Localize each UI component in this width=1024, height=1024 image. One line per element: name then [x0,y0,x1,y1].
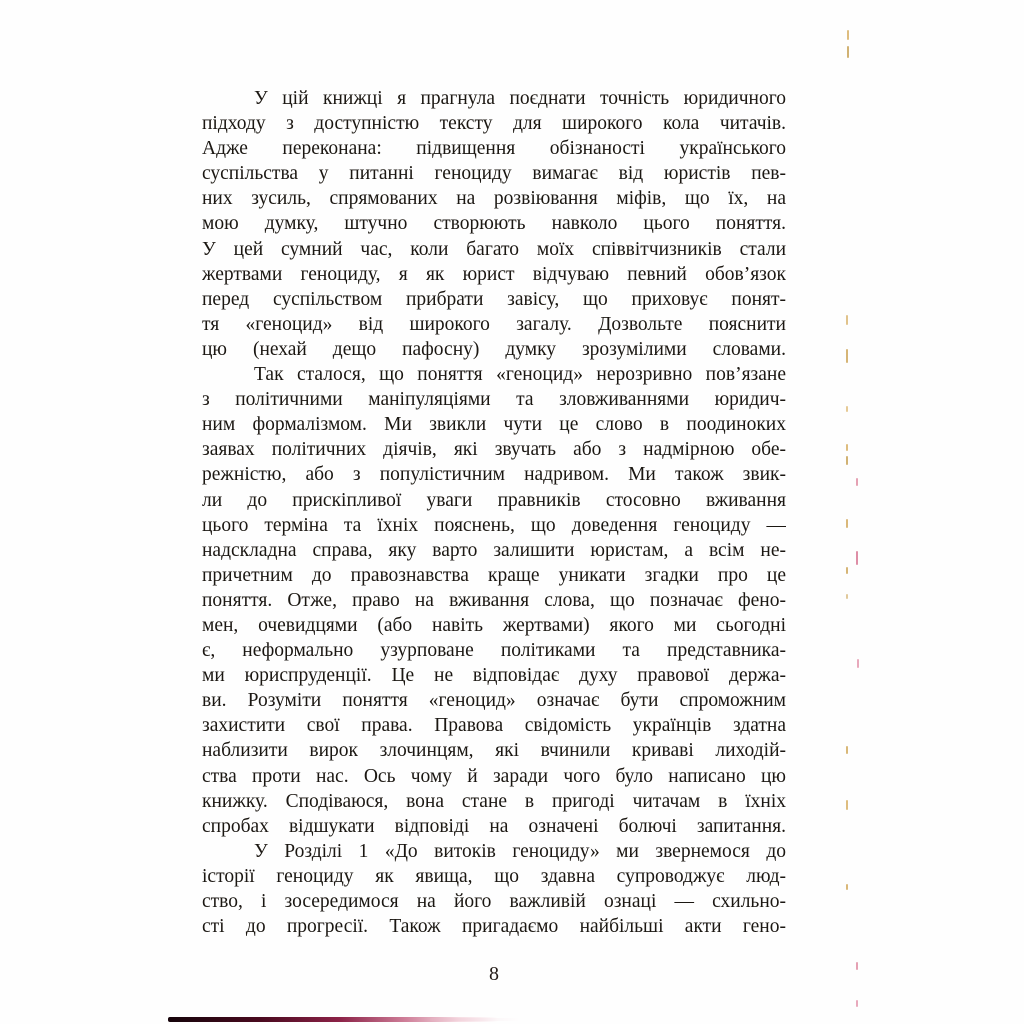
edge-mark [856,962,858,970]
edge-mark [846,884,848,890]
text-line: мен, очевидцями (або навіть жертвами) якого ми сьогодні [202,614,786,636]
edge-mark [846,800,848,810]
edge-mark [847,46,849,58]
bottom-cover-edge-bar-tail [430,1018,520,1021]
text-line: суспільства у питанні геноциду вимагає від юристів пев- [202,163,786,185]
text-line: жертвами геноциду, я як юрист відчуваю певний обов’язок [202,263,786,285]
text-line: Так сталося, що поняття «геноцид» нерозривно пов’язане [254,364,786,386]
edge-mark [846,519,848,528]
text-line: книжку. Сподіваюся, вона стане в пригоді читачам в їхніх [202,790,786,812]
edge-mark [846,444,848,451]
text-line: з політичними маніпуляціями та зловживаннями юридич- [202,389,786,411]
text-line: надскладна справа, яку варто залишити юристам, а всім не- [202,539,786,561]
paragraph [202,839,786,939]
edge-mark [846,349,848,363]
body-text-block [202,86,786,939]
text-line: ми юриспруденції. Це не відповідає духу правової держа- [202,665,786,687]
text-line: Адже переконана: підвищення обізнаності українського [202,138,786,160]
text-line: сті до прогресії. Також пригадаємо найбільші акти гено- [202,916,786,938]
edge-mark [846,456,848,465]
text-line: поняття. Отже, право на вживання слова, що позначає фено- [202,589,786,611]
text-line: У цій книжці я прагнула поєднати точність юридичного [254,88,786,109]
paragraph [202,86,786,362]
edge-mark [846,315,848,325]
text-line: режністю, або з популістичним надривом. Ми також звик- [202,464,786,486]
edge-mark [857,659,859,668]
text-line: цього терміна та їхніх пояснень, що доведення геноциду — [202,514,786,536]
text-line: підходу з доступністю тексту для широкого кола читачів. [202,113,786,135]
text-line: тя «геноцид» від широкого загалу. Дозвольте пояснити [202,313,786,335]
text-line: мою думку, штучно створюють навколо цього поняття. [202,213,786,235]
text-line: історії геноциду як явища, що здавна супроводжує люд- [202,865,786,887]
text-line: захистити свої права. Правова свідомість українців здатна [202,715,786,737]
edge-mark [856,551,858,565]
text-line: наблизити вирок злочинцям, які вчинили криваві лиходій- [202,740,786,762]
text-line: У Розділі 1 «До витоків геноциду» ми звернемося до [254,840,786,862]
text-line: ство, і зосередимося на його важливій ознаці — схильно- [202,891,786,912]
text-line: є, неформально узурповане політиками та представника- [202,640,786,662]
text-line: спробах відшукати відповіді на означені болючі запитання. [202,815,786,837]
edge-mark [856,478,858,486]
edge-mark [856,1000,858,1007]
text-line: них зусиль, спрямованих на розвіювання міфів, що їх, на [202,188,786,210]
text-line: перед суспільством прибрати завісу, що приховує понят- [202,288,786,310]
edge-mark [846,746,848,754]
edge-mark [846,594,848,599]
edge-mark [846,406,848,412]
text-line: причетним до правознавства краще уникати згадки про це [202,564,786,586]
paragraph [202,362,786,839]
text-line: ви. Розуміти поняття «геноцид» означає бути спроможним [202,690,786,712]
page-number: 8 [489,963,499,985]
edge-mark [847,30,849,40]
edge-mark [846,567,848,574]
text-line: заявах політичних діячів, які звучать або з надмірною обе- [202,439,786,461]
text-line: ли до прискіпливої уваги правників стосовно вживання [202,489,786,511]
text-line: ства проти нас. Ось чому й заради чого було написано цю [202,765,786,787]
text-line: ним формалізмом. Ми звикли чути це слово в поодиноких [202,414,786,436]
text-line: цю (нехай дещо пафосну) думку зрозумілими словами. [202,338,786,360]
text-line: У цей сумний час, коли багато моїх співвітчизників стали [202,238,786,260]
